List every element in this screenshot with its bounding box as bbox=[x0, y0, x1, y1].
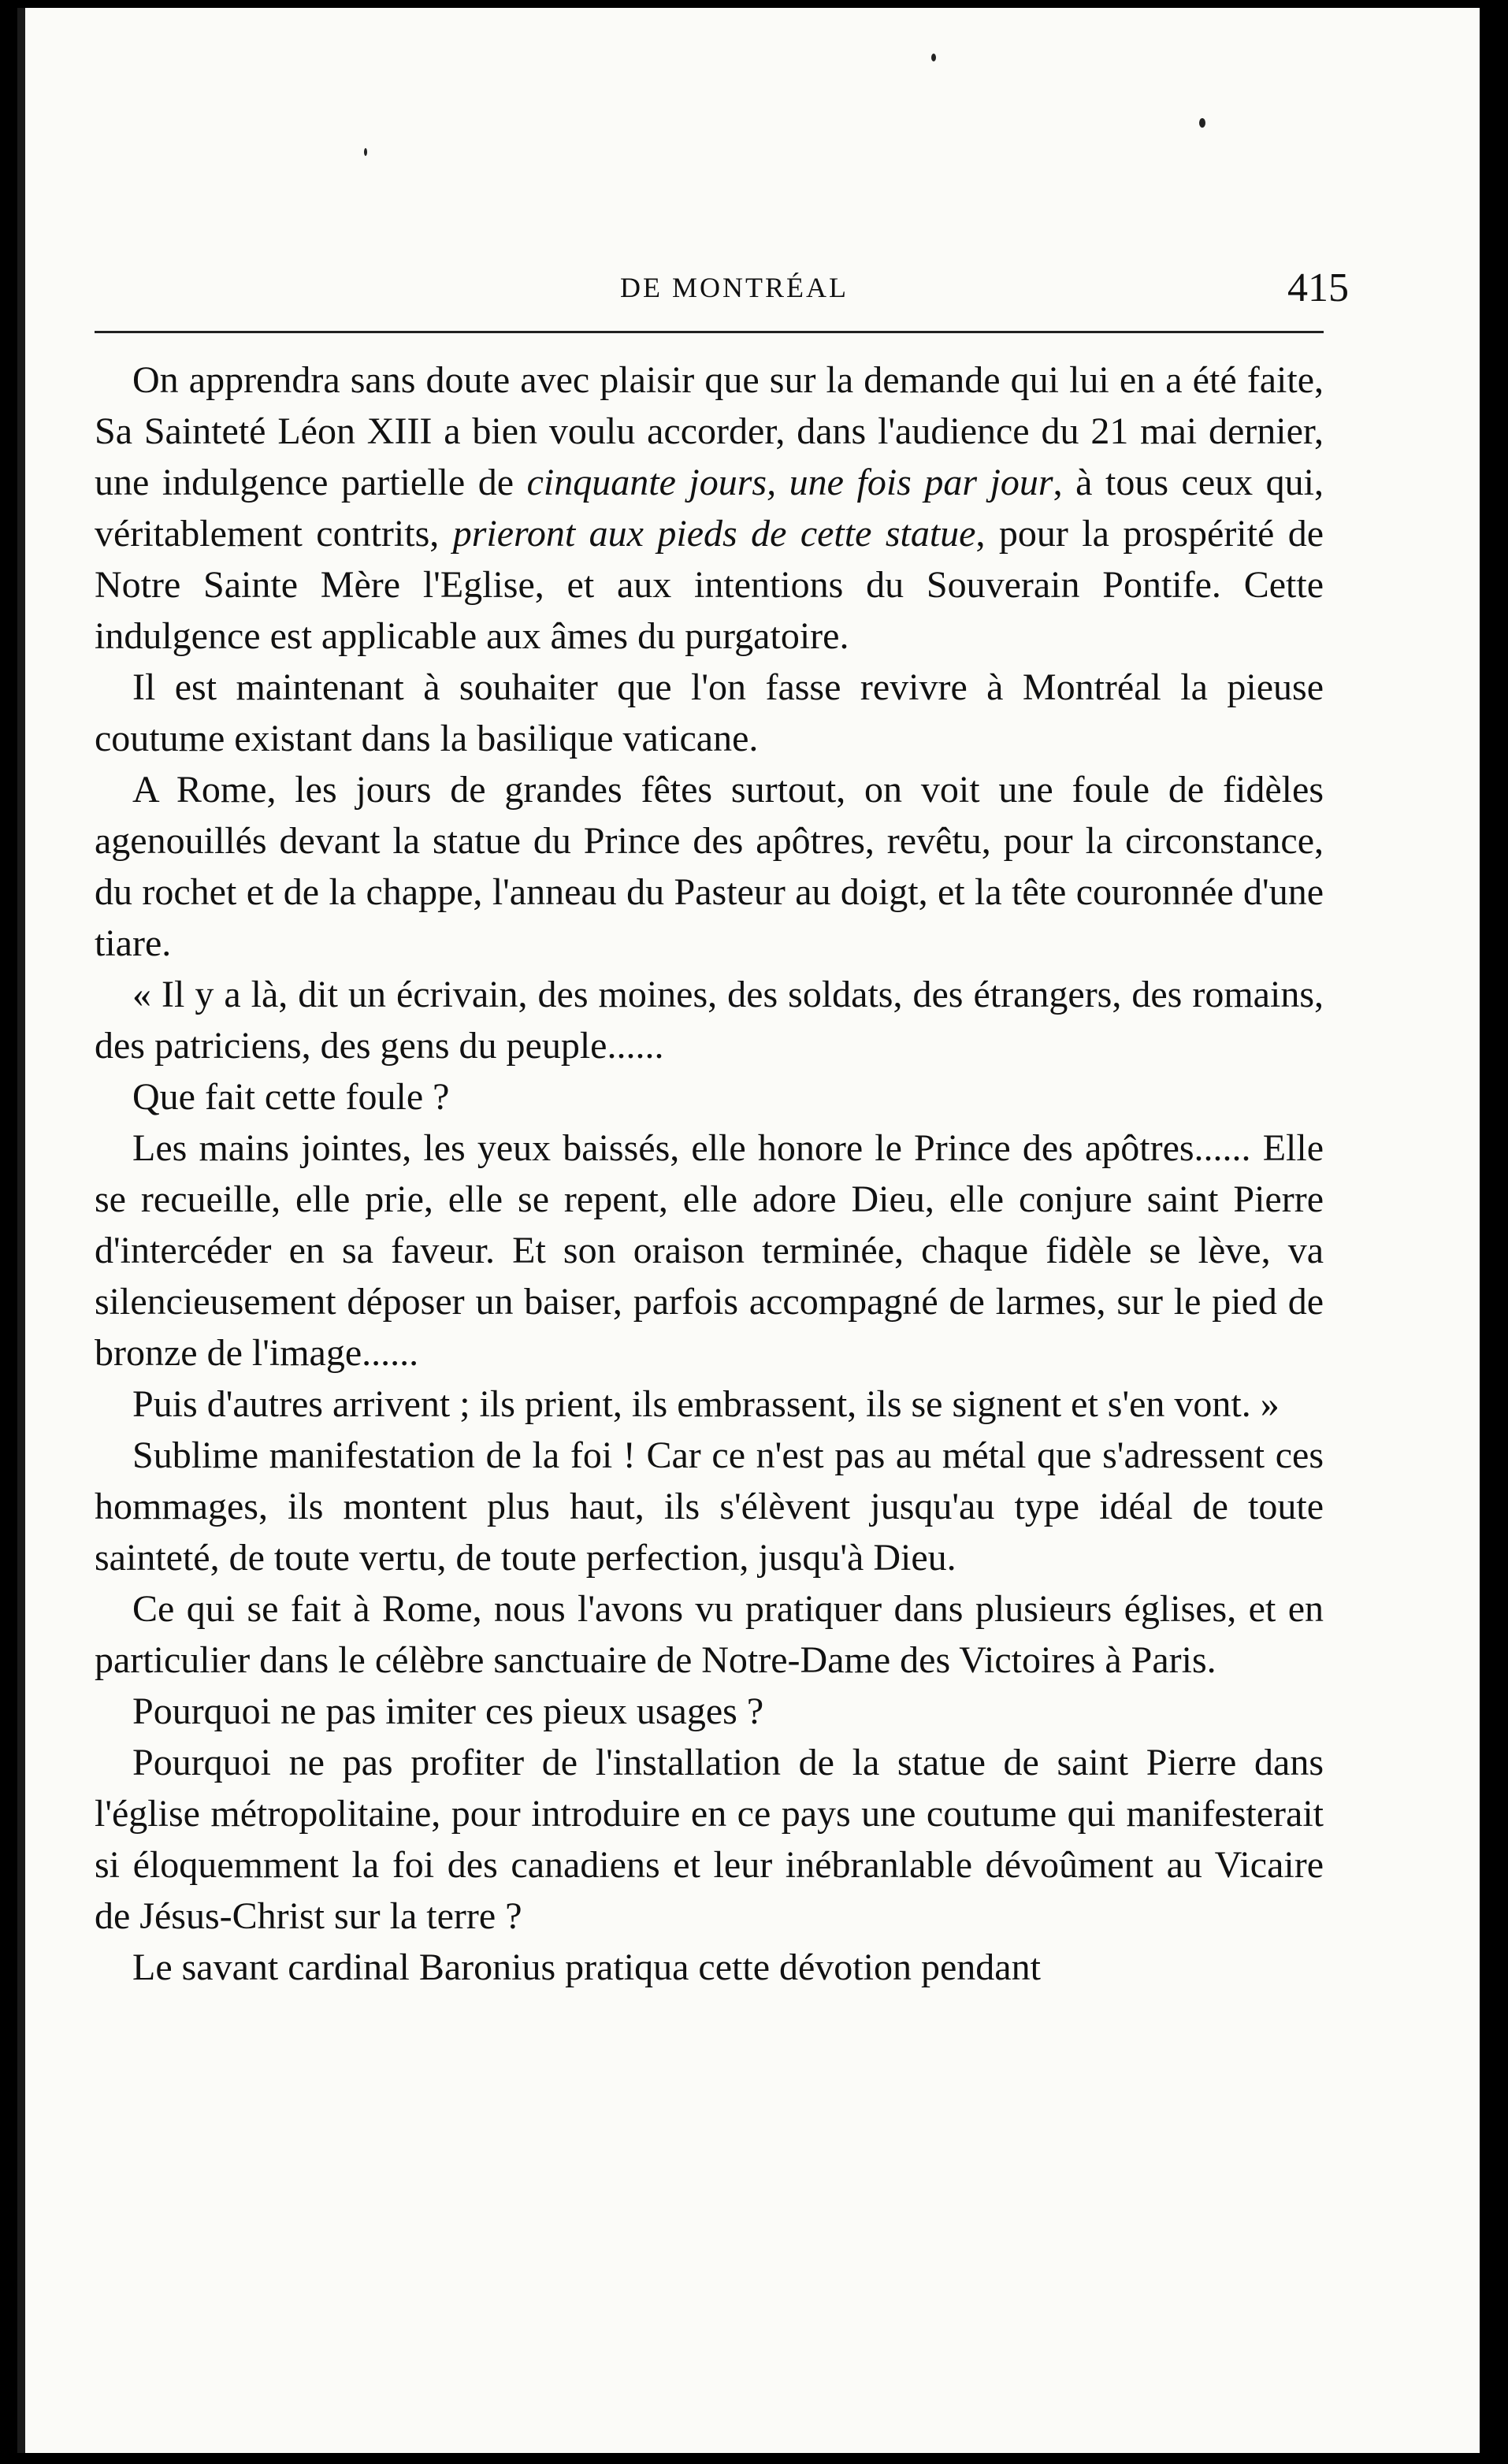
paragraph: Pourquoi ne pas imiter ces pieux usages ? bbox=[132, 1690, 764, 1732]
paragraph: Le savant cardinal Baronius pratiqua cette dévotion pendant bbox=[132, 1946, 1041, 1988]
paragraph: Ce qui se fait à Rome, nous l'avons vu pratiquer dans plusieurs églises, et en particulier dans le célèbre sanctuaire de Notre-Dame des Victoires à Paris. bbox=[95, 1588, 1324, 1681]
paragraph: Pourquoi ne pas profiter de l'installation de la statue de saint Pierre dans l'église métropolitaine, pour introduire en ce pays une coutume qui manifesterait si éloquemment la foi des canadiens et leur inébranlable dévoûment au Vicaire de Jésus-Christ sur la terre ? bbox=[95, 1742, 1324, 1937]
ink-speck bbox=[364, 148, 367, 156]
paragraph bbox=[95, 354, 1324, 662]
paragraph: A Rome, les jours de grandes fêtes surtout, on voit une foule de fidèles agenouillés devant la statue du Prince des apôtres, revêtu, pour la circonstance, du rochet et de la chappe, l'anneau du Pasteur au doigt, et la tête couronnée d'une tiare. bbox=[95, 769, 1324, 964]
text-run: , à tous ceux qui, véritablement contrits, bbox=[95, 462, 1324, 555]
paragraph: Que fait cette foule ? bbox=[132, 1076, 450, 1118]
page-number: 415 bbox=[1287, 265, 1349, 310]
paragraph: « Il y a là, dit un écrivain, des moines, des soldats, des étrangers, des romains, des patriciens, des gens du peuple...... bbox=[95, 974, 1324, 1067]
paragraph: Les mains jointes, les yeux baissés, elle honore le Prince des apôtres...... Elle se recueille, elle prie, elle se repent, elle adore Dieu, elle conjure saint Pierre d'intercéder en sa faveur. Et son oraison terminée, chaque fidèle se lève, va silencieusement déposer un baiser, parfois accompagné de larmes, sur le pied de bronze de l'image...... bbox=[95, 1127, 1324, 1374]
text-run: On apprendra sans doute avec plaisir que sur la demande qui lui en a été faite, Sa Sainteté Léon XIII a bien voulu accorder, dans l'audience du 21 mai dernier, une indulgence partielle de bbox=[95, 359, 1324, 503]
body-text bbox=[95, 354, 1324, 1993]
ink-speck bbox=[1199, 118, 1205, 128]
running-head: DE MONTRÉAL bbox=[620, 272, 849, 303]
paragraph: Sublime manifestation de la foi ! Car ce n'est pas au métal que s'adressent ces hommages, ils montent plus haut, ils s'élèvent jusqu'au type idéal de toute sainteté, de toute vertu, de toute perfection, jusqu'à Dieu. bbox=[95, 1434, 1324, 1579]
paragraph: Il est maintenant à souhaiter que l'on fasse revivre à Montréal la pieuse coutume existant dans la basilique vaticane. bbox=[95, 666, 1324, 759]
paragraph: Puis d'autres arrivent ; ils prient, ils embrassent, ils se signent et s'en vont. » bbox=[132, 1383, 1280, 1425]
ink-speck bbox=[931, 54, 936, 61]
page-header bbox=[120, 265, 1349, 315]
header-rule bbox=[95, 331, 1324, 333]
italic-text: cinquante jours, une fois par jour bbox=[526, 462, 1053, 503]
italic-text: prieront aux pieds de cette statue bbox=[452, 513, 976, 555]
text-run: , pour la prospérité de Notre Sainte Mère l'Eglise, et aux intentions du Souverain Pontife. Cette indulgence est applicable aux âmes du purgatoire. bbox=[95, 513, 1324, 657]
